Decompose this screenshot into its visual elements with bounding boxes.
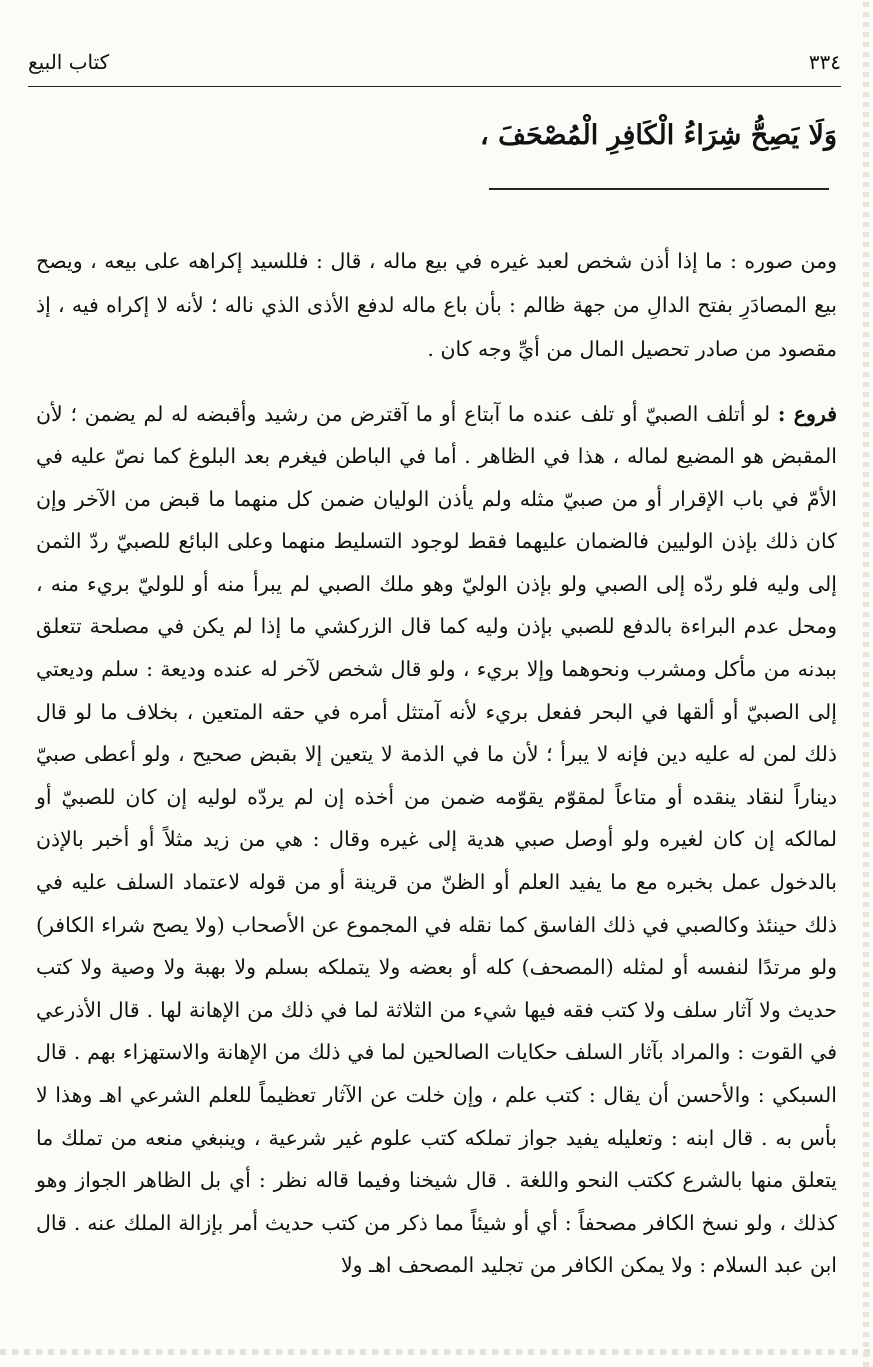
book-title: كتاب البيع [28,50,110,74]
matn-separator [489,188,829,190]
side-border-ornament [863,0,869,1367]
paragraph-body: لو أتلف الصبيّ أو تلف عنده ما آبتاع أو ما آقترض من رشيد وأقبضه له لم يضمن ؛ لأن المقبض هو المضيع لماله ، هذا في الظاهر . أما في الباطن فيغرم بعد البلوغ كما نصّ عليه في الأمّ في باب الإقرار أو من صبيّ مثله ولم يأذن الوليان ضمن كل منهما ما قبض من الآخر وإن كان ذلك بإذن الوليين فالضمان عليهما فقط لوجود التسليط منهما وعلى البائع للصبيّ ردّ الثمن إلى وليه فلو ردّه إلى الصبي ولو بإذن الوليّ وهو ملك الصبي لم يبرأ منه أو للوليّ بريء منه ، ومحل عدم البراءة بالدفع للصبي بإذن وليه كما قال الزركشي ما إذا لم يكن في مصلحة تتعلق ببدنه من مأكل ومشرب ونحوهما وإلا بريء ، ولو قال شخص لآخر له عنده وديعة : سلم وديعتي إلى الصبيّ أو ألقها في البحر ففعل بريء لأنه آمتثل أمره في حقه المتعين ، بخلاف ما لو قال ذلك لمن له عليه دين فإنه لا يبرأ ؛ لأن ما في الذمة لا يتعين إلا بقبض صحيح ، ولو أعطى صبيّ ديناراً لنقاد ينقده أو متاعاً لمقوّم يقوّمه ضمن من أخذه إن لم يردّه لوليه إن كان للصبيّ أو لمالكه إن كان لغيره ولو أوصل صبي هدية إلى غيره وقال : هي من زيد مثلاً أو أخبر بالإذن بالدخول عمل بخبره مع ما يفيد العلم أو الظنّ من قرينة أو من قوله لاعتماد السلف عليه في ذلك حينئذ وكالصبي في ذلك الفاسق كما نقله في المجموع عن الأصحاب (ولا يصح شراء الكافر) ولو مرتدًا لنفسه أو لمثله (المصحف) كله أو بعضه ولا يتملكه بسلم ولا بهبة ولا وصية ولا كتب حديث ولا آثار سلف ولا كتب فقه فيها شيء من الثلاثة لما في ذلك من الإهانة لها . قال الأذرعي في القوت : والمراد بآثار السلف حكايات الصالحين لما في ذلك من الإهانة والاستهزاء بهم . قال السبكي : والأحسن أن يقال : كتب علم ، وإن خلت عن الآثار تعظيماً للعلم الشرعي اهـ وهذا لا بأس به . قال ابنه : وتعليله يفيد جواز تملكه كتب علوم غير شرعية ، وينبغي منعه من تملك ما يتعلق منها بالشرع ككتب النحو واللغة . قال شيخنا وفيما قاله نظر : أي بل الظاهر الجواز وهو كذلك ، ولو نسخ الكافر مصحفاً : أي أو شيئاً مما ذكر من كتب حديث أمر بإزالة الملك عنه . قال ابن عبد السلام : ولا يمكن الكافر من تجليد المصحف اهـ ولا [36,401,837,1278]
bottom-border-ornament [0,1349,873,1355]
page-number: ٣٣٤ [808,50,841,74]
paragraph-lead: فروع : [777,401,838,426]
commentary-paragraph-1: ومن صوره : ما إذا أذن شخص لعبد غيره في بيع ماله ، قال : فللسيد إكراهه على بيعه ، ويصح بيع المصادَرِ بفتح الدالِ من جهة ظالم : بأن باع ماله لدفع الأذى الذي ناله ؛ لأنه لا إكراه فيه ، إذ مقصود من صادر تحصيل المال من أيِّ وجه كان . [36,248,837,361]
commentary-paragraph-2 [36,393,837,1287]
header-divider [28,86,841,87]
running-header [28,40,841,84]
matn-text: وَلَا يَصِحُّ شِرَاءُ الْكَافِرِ الْمُصْحَفَ ، [479,120,837,151]
